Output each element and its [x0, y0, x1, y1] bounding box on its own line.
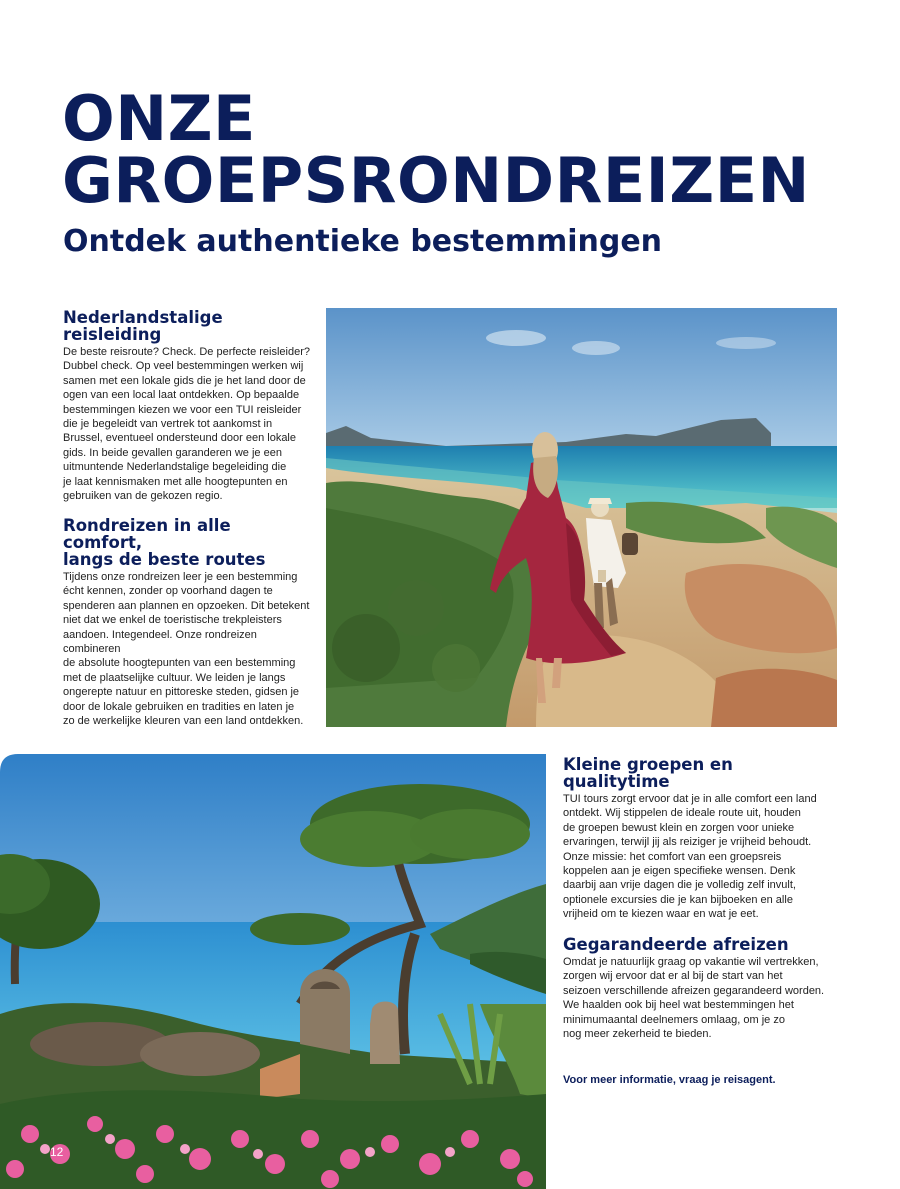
section-body: Omdat je natuurlijk graag op vakantie wil vertrekken, zorgen wij ervoor dat er al bij de start van het seizoen verschillende afreizen gegarandeerd worden. We haalden ook bij heel wat bestemmingen het minimumaantal deelnemers omlaag, om je zo nog meer zekerheid te bieden. [563, 956, 825, 1041]
section-heading: Gegarandeerde afreizen [563, 935, 789, 954]
coastal-walk-photo [326, 308, 837, 727]
title-line-1: ONZE [62, 82, 256, 155]
page-subtitle: Ontdek authentieke bestemmingen [63, 224, 663, 259]
section-body: De beste reisroute? Check. De perfecte reisleider? Dubbel check. Op veel bestemmingen werken wij samen met een lokale gids die je het land door de ogen van een local laat ontdekken. Op bepaalde bestemmingen kiezen we voor een TUI reisleider die je begeleidt van vertrek tot aankomst in Brussel, eventueel ondersteund door een lokale gids. In beide gevallen garanderen we je een uitmuntende Nederlandstalige begeleiding die je laat kennismaken met alle hoogtepunten en gebruiken van de gekozen regio. [63, 346, 311, 503]
section-heading: Nederlandstalige reisleiding [63, 308, 223, 344]
pine-coast-photo [0, 754, 546, 1189]
footer-note: Voor meer informatie, vraag je reisagent. [563, 1074, 776, 1086]
page-number: 12 [50, 1145, 64, 1159]
page-title [62, 82, 810, 217]
section-heading: Rondreizen in alle comfort, langs de beste routes [63, 516, 266, 569]
title-line-2: GROEPSRONDREIZEN [62, 144, 810, 217]
section-body: Tijdens onze rondreizen leer je een bestemming écht kennen, zonder op voorhand dagen te spenderen aan plannen en opzoeken. Dit betekent niet dat we enkel de toeristische trekpleisters aandoen. Integendeel. Onze rondreizen combineren de absolute hoogtepunten van een bestemming met de plaatselijke cultuur. We leiden je langs ongerepte natuur en pittoreske steden, gidsen je door de lokale gebruiken en tradities en laten je zo de werkelijke kleuren van een land ontdekken. [63, 571, 310, 728]
section-body: TUI tours zorgt ervoor dat je in alle comfort een land ontdekt. Wij stippelen de ideale route uit, houden de groepen bewust klein en zorgen voor unieke ervaringen, terwijl jij als reiziger je vrijheid behoudt. Onze missie: het comfort van een groepsreis koppelen aan je eigen specifieke wensen. Denk daarbij aan vrije dagen die je volledig zelf invult, optionele excursies die je kan bijboeken en alle vrijheid om te kiezen waar en wat je eet. [563, 793, 817, 921]
section-gegarandeerde-afreizen [563, 936, 828, 1041]
section-kleine-groepen [563, 756, 828, 922]
section-nederlandstalige-reisleiding [63, 309, 313, 503]
section-heading: Kleine groepen en qualitytime [563, 755, 733, 791]
section-rondreizen-comfort [63, 517, 313, 728]
